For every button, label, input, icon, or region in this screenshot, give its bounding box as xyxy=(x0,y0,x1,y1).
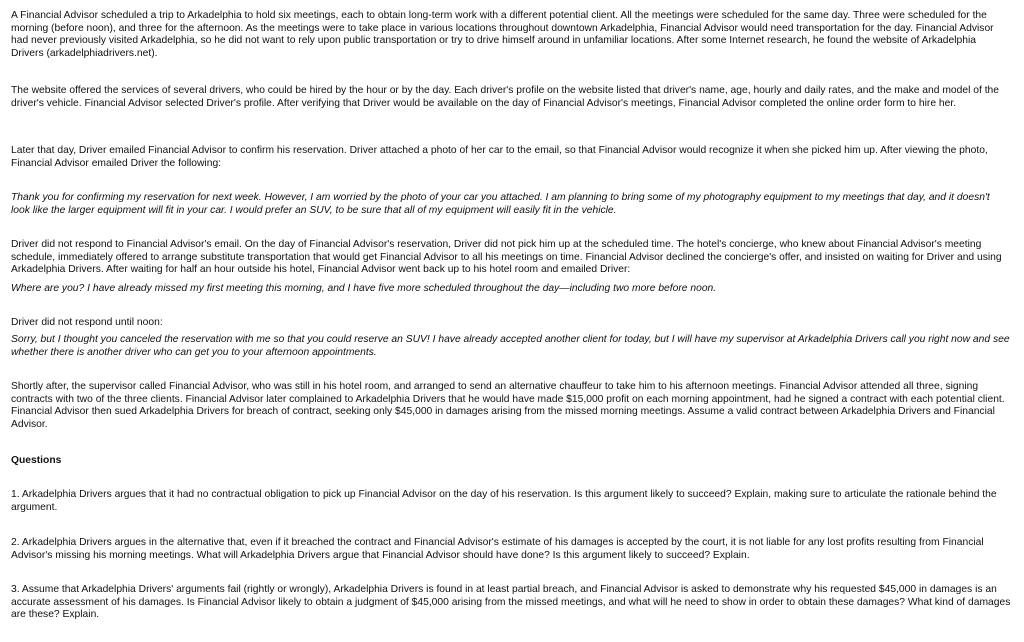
quote-advisor-email: Thank you for confirming my reservation for next week. However, I am worried by the photo of your car you attached. I am planning to bring some of my photography equipment to my meetings that day, and it doesn't look like the larger equipment will fit in your car. I would prefer an SUV, to be sure that all of my equipment will easily fit in the vehicle. xyxy=(11,192,990,216)
quote-where-are-you: Where are you? I have already missed my first meeting this morning, and I have five more scheduled throughout the day—including two more before noon. xyxy=(11,283,717,294)
paragraph-website: The website offered the services of several drivers, who could be hired by the hour or by the day. Each driver's profile on the website listed that driver's name, age, hourly and daily rates, and the make and model of the driver's vehicle. Financial Advisor selected Driver's profile. After verifying that Driver would be available on the day of Financial Advisor's meetings, Financial Advisor completed the online order form to hire her. xyxy=(11,85,1000,109)
quote-driver-reply: Sorry, but I thought you canceled the reservation with me so that you could reserve an SUV! I have already accepted another client for today, but I will have my supervisor at Arkadelphia Drivers call you right now and see whether there is another driver who can get you to your afternoon appointments. xyxy=(11,334,1010,358)
paragraph-driver-noon: Driver did not respond until noon: xyxy=(11,317,163,328)
paragraph-supervisor: Shortly after, the supervisor called Financial Advisor, who was still in his hotel room, and arranged to send an alternative chauffeur to take him to his afternoon meetings. Financial Advisor attended all three, signing contracts with two of the three clients. Financial Advisor later complained to Arkadelphia Drivers that he would have made $15,000 profit on each morning appointment, had he signed a contract with each potential client. Financial Advisor then sued Arkadelphia Drivers for breach of contract, seeking only $45,000 in damages arising from the missed morning meetings. Assume a valid contract between Arkadelphia Drivers and Financial Advisor. xyxy=(11,381,1005,430)
paragraph-no-response: Driver did not respond to Financial Advisor's email. On the day of Financial Advisor's reservation, Driver did not pick him up at the scheduled time. The hotel's concierge, who knew about Financial Advisor's meeting schedule, immediately offered to arrange substitute transportation that would get Financial Advisor to all his meetings on time. Financial Advisor declined the concierge's offer, and insisted on waiting for Driver and using Arkadelphia Drivers. After waiting for half an hour outside his hotel, Financial Advisor went back up to his hotel room and emailed Driver: xyxy=(11,239,1002,276)
paragraph-confirmation: Later that day, Driver emailed Financial Advisor to confirm his reservation. Driver attached a photo of her car to the email, so that Financial Advisor would recognize it when she picked him up. After viewing the photo, Financial Advisor emailed Driver the following: xyxy=(11,145,988,169)
question-1: 1. Arkadelphia Drivers argues that it had no contractual obligation to pick up Financial Advisor on the day of his reservation. Is this argument likely to succeed? Explain, making sure to articulate the rationale behind the argument. xyxy=(11,489,997,513)
question-2: 2. Arkadelphia Drivers argues in the alternative that, even if it breached the contract and Financial Advisor's estimate of his damages is accepted by the court, it is not liable for any lost profits resulting from Financial Advisor's missing his morning meetings. What will Arkadelphia Drivers argue that Financial Advisor should have done? Is this argument likely to succeed? Explain. xyxy=(11,537,984,561)
paragraph-facts-intro: A Financial Advisor scheduled a trip to Arkadelphia to hold six meetings, each to obtain long-term work with a different potential client. All the meetings were scheduled for the same day. Three were scheduled for the morning (before noon), and three for the afternoon. As the meetings were to take place in various locations throughout downtown Arkadelphia, Financial Advisor would need transportation for the day. Financial Advisor had never previously visited Arkadelphia, so he did not want to rely upon public transportation or try to drive himself around in unfamiliar locations. After some Internet research, he found the website of Arkadelphia Drivers (arkadelphiadrivers.net). xyxy=(11,10,994,59)
question-3: 3. Assume that Arkadelphia Drivers' arguments fail (rightly or wrongly), Arkadelphia Drivers is found in at least partial breach, and Financial Advisor is asked to demonstrate why his requested $45,000 in damages is an accurate assessment of his damages. Is Financial Advisor likely to obtain a judgment of $45,000 arising from the missed meetings, and what will he need to show in order to obtain these damages? What kind of damages are these? Explain. xyxy=(11,584,1011,621)
questions-heading: Questions xyxy=(11,455,62,466)
